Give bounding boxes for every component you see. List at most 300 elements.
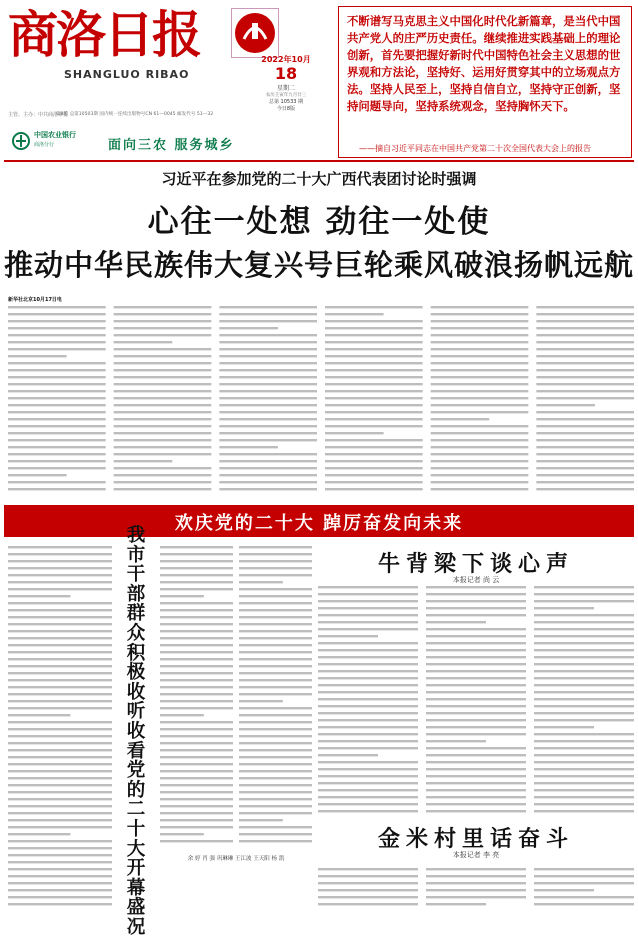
text-line <box>239 833 312 835</box>
text-line <box>239 784 312 786</box>
text-line <box>8 826 112 828</box>
text-line <box>426 740 486 742</box>
text-line <box>8 474 67 476</box>
text-line <box>426 733 526 735</box>
text-line <box>325 327 423 329</box>
text-line <box>160 609 233 611</box>
text-line <box>536 390 634 392</box>
issue-weekday: 星期二 <box>276 85 295 92</box>
text-line <box>536 362 634 364</box>
right-story-bottom <box>318 822 634 868</box>
text-line <box>534 768 634 770</box>
masthead <box>8 6 226 106</box>
text-line <box>534 705 634 707</box>
photo-credit: 余 婷 肖 强 巩琳琳 王江波 王天阳 杨 凯 <box>187 856 285 862</box>
text-line <box>431 404 529 406</box>
text-line <box>114 418 212 420</box>
text-line <box>114 467 212 469</box>
text-line <box>239 686 312 688</box>
text-line <box>8 819 112 821</box>
right-story-top-title: 牛背梁下谈心声 <box>377 552 574 577</box>
text-line <box>318 684 418 686</box>
text-line <box>8 334 106 336</box>
text-line <box>8 467 106 469</box>
text-line <box>160 560 233 562</box>
text-line <box>8 581 112 583</box>
text-line <box>426 712 526 714</box>
text-line <box>426 684 526 686</box>
text-line <box>325 425 423 427</box>
text-line <box>239 574 312 576</box>
text-line <box>8 355 67 357</box>
text-line <box>114 320 212 322</box>
text-line <box>239 644 312 646</box>
text-line <box>8 812 112 814</box>
text-line <box>536 348 634 350</box>
text-line <box>114 355 212 357</box>
text-line <box>160 840 233 842</box>
text-line <box>114 383 212 385</box>
text-line <box>431 467 529 469</box>
text-line <box>114 460 173 462</box>
text-line <box>239 798 312 800</box>
text-line <box>8 320 106 322</box>
text-line <box>431 313 529 315</box>
text-line <box>160 721 233 723</box>
text-line <box>536 355 634 357</box>
text-line <box>239 651 312 653</box>
quote-box <box>338 6 632 158</box>
text-line <box>318 726 418 728</box>
text-line <box>8 861 112 863</box>
text-line <box>160 700 233 702</box>
issue-site: 今日8版 <box>276 106 296 112</box>
text-line <box>426 719 526 721</box>
text-line <box>160 616 233 618</box>
text-line <box>426 768 526 770</box>
text-line <box>318 628 418 630</box>
text-line <box>239 777 312 779</box>
text-line <box>160 770 233 772</box>
text-line <box>239 637 312 639</box>
text-line <box>219 369 317 371</box>
text-line <box>325 397 423 399</box>
text-line <box>534 889 594 891</box>
text-line <box>318 768 418 770</box>
text-line <box>219 383 317 385</box>
text-line <box>8 313 106 315</box>
right-story-top-text <box>318 584 634 824</box>
text-line <box>318 677 418 679</box>
text-line <box>8 411 106 413</box>
text-line <box>534 810 634 812</box>
text-line <box>8 446 106 448</box>
section-banner-text: 欢庆党的二十大 踔厉奋发向未来 <box>174 513 464 534</box>
text-line <box>318 896 418 898</box>
text-line <box>325 390 423 392</box>
bank-logo-icon <box>12 132 30 150</box>
headline-main-2: 推动中华民族伟大复兴号巨轮乘风破浪扬帆远航 <box>3 248 634 282</box>
text-line <box>426 586 526 588</box>
text-line <box>239 693 312 695</box>
text-line <box>219 488 317 490</box>
lead-article-body <box>8 296 634 496</box>
text-line <box>534 698 634 700</box>
text-line <box>219 341 317 343</box>
text-line <box>536 306 634 308</box>
text-line <box>534 670 634 672</box>
text-line <box>431 334 529 336</box>
text-line <box>534 896 634 898</box>
text-line <box>114 327 212 329</box>
text-line <box>325 334 423 336</box>
right-story-bottom-body <box>318 866 634 910</box>
text-line <box>318 614 418 616</box>
text-line <box>534 761 634 763</box>
text-line <box>534 796 634 798</box>
text-line <box>325 404 423 406</box>
issue-year-month: 2022年10月 <box>261 55 311 64</box>
text-line <box>325 369 423 371</box>
text-line <box>160 665 233 667</box>
text-line <box>8 756 112 758</box>
text-line <box>239 756 312 758</box>
text-line <box>239 770 312 772</box>
text-line <box>318 607 418 609</box>
text-line <box>219 425 317 427</box>
text-line <box>219 334 317 336</box>
text-line <box>8 721 112 723</box>
text-line <box>536 327 634 329</box>
text-line <box>325 411 423 413</box>
text-line <box>318 656 418 658</box>
text-line <box>318 754 378 756</box>
text-line <box>534 803 634 805</box>
text-line <box>426 656 526 658</box>
text-line <box>325 418 423 420</box>
text-line <box>114 390 212 392</box>
text-line <box>536 432 634 434</box>
text-line <box>534 789 634 791</box>
text-line <box>160 756 233 758</box>
text-line <box>8 602 112 604</box>
text-line <box>534 684 634 686</box>
text-line <box>536 320 634 322</box>
text-line <box>426 635 526 637</box>
text-line <box>160 707 233 709</box>
text-line <box>114 369 212 371</box>
text-line <box>325 362 423 364</box>
text-line <box>160 749 233 751</box>
text-line <box>114 481 212 483</box>
text-line <box>160 651 233 653</box>
text-line <box>239 714 312 716</box>
text-line <box>534 733 634 735</box>
text-line <box>219 481 317 483</box>
text-line <box>8 341 106 343</box>
text-line <box>426 747 526 749</box>
text-line <box>8 327 106 329</box>
text-line <box>431 355 529 357</box>
text-line <box>219 474 317 476</box>
text-line <box>8 679 112 681</box>
newspaper-logo-icon <box>231 8 279 58</box>
text-line <box>219 432 317 434</box>
text-line <box>318 747 418 749</box>
text-line <box>8 735 112 737</box>
text-line <box>114 397 212 399</box>
text-line <box>536 481 634 483</box>
text-line <box>325 481 423 483</box>
text-line <box>431 341 529 343</box>
text-line <box>239 707 312 709</box>
text-line <box>431 376 529 378</box>
text-line <box>8 488 106 490</box>
text-line <box>114 376 212 378</box>
text-line <box>219 320 317 322</box>
text-line <box>219 306 317 308</box>
text-line <box>219 446 278 448</box>
vertical-headline <box>116 500 156 938</box>
text-line <box>318 586 418 588</box>
text-line <box>431 460 529 462</box>
text-line <box>239 826 312 828</box>
text-line <box>426 677 526 679</box>
text-line <box>325 348 423 350</box>
text-line <box>431 446 529 448</box>
text-line <box>8 560 112 562</box>
text-line <box>426 621 486 623</box>
text-line <box>8 616 112 618</box>
text-line <box>8 686 112 688</box>
text-line <box>8 672 112 674</box>
lead-text-columns <box>8 304 634 494</box>
text-line <box>239 728 312 730</box>
ad-band <box>8 128 330 154</box>
text-line <box>318 889 418 891</box>
text-line <box>325 376 423 378</box>
text-line <box>426 803 526 805</box>
text-line <box>534 635 634 637</box>
text-line <box>8 609 112 611</box>
text-line <box>160 791 233 793</box>
text-line <box>8 784 112 786</box>
text-line <box>160 686 233 688</box>
text-line <box>219 418 317 420</box>
text-line <box>431 481 529 483</box>
text-line <box>325 474 423 476</box>
text-line <box>114 334 212 336</box>
bank-name: 中国农业银行 <box>34 131 76 139</box>
right-story-bottom-byline: 本报记者 李 亮 <box>452 851 500 859</box>
text-line <box>160 833 204 835</box>
text-line <box>536 425 634 427</box>
text-line <box>219 460 317 462</box>
text-line <box>426 593 526 595</box>
text-line <box>426 889 526 891</box>
text-line <box>8 546 112 548</box>
text-line <box>114 362 212 364</box>
text-line <box>8 749 112 751</box>
text-line <box>239 721 312 723</box>
text-line <box>219 355 317 357</box>
text-line <box>534 614 634 616</box>
text-line <box>426 868 526 870</box>
text-line <box>426 796 526 798</box>
text-line <box>426 691 526 693</box>
text-line <box>426 705 526 707</box>
text-line <box>536 404 595 406</box>
text-line <box>325 313 384 315</box>
text-line <box>318 875 418 877</box>
text-line <box>160 567 233 569</box>
text-line <box>431 418 490 420</box>
text-line <box>426 775 526 777</box>
text-line <box>239 812 312 814</box>
text-line <box>536 446 634 448</box>
text-line <box>536 418 634 420</box>
text-line <box>318 740 418 742</box>
right-story-top-byline: 本报记者 尚 云 <box>452 576 500 584</box>
text-line <box>534 747 634 749</box>
text-line <box>219 376 317 378</box>
vertical-headline-text: 我市干部群众积极收听收看党的二十大开幕盛况 <box>126 525 146 938</box>
text-line <box>431 474 529 476</box>
text-line <box>325 460 423 462</box>
text-line <box>239 679 312 681</box>
text-line <box>239 791 312 793</box>
text-line <box>426 875 526 877</box>
text-line <box>431 327 529 329</box>
text-line <box>8 728 112 730</box>
sponsor-line: 主管、主办：中共商洛市委 <box>8 112 69 118</box>
right-story-bottom-title: 金米村里话奋斗 <box>377 827 574 852</box>
text-line <box>318 903 418 905</box>
text-line <box>239 749 312 751</box>
text-line <box>426 698 526 700</box>
text-line <box>536 488 634 490</box>
text-line <box>114 474 212 476</box>
text-line <box>219 404 317 406</box>
text-line <box>160 672 233 674</box>
text-line <box>534 586 634 588</box>
left-story-body <box>8 544 112 908</box>
quote-text: 不断谱写马克思主义中国化时代化新篇章，是当代中国共产党人的庄严历史责任。继续推进实践基础上的理论创新，首先要把握好新时代中国特色社会主义思想的世界观和方法论，坚持好、运用好贯穿其中的立场观点方法。坚持人民至上，坚持自信自立，坚持守正创新，坚持问题导向，坚持系统观念，坚持胸怀天下。 <box>347 14 621 113</box>
text-line <box>239 588 312 590</box>
left-story-text <box>8 544 112 908</box>
text-line <box>160 798 233 800</box>
text-line <box>219 390 317 392</box>
text-line <box>160 630 233 632</box>
text-line <box>239 581 283 583</box>
text-line <box>534 754 634 756</box>
text-line <box>536 369 634 371</box>
text-line <box>160 693 233 695</box>
text-line <box>160 826 233 828</box>
headline-kicker: 习近平在参加党的二十大广西代表团讨论时强调 <box>161 170 477 188</box>
right-story-bottom-text <box>318 866 634 910</box>
section-banner <box>4 505 634 537</box>
text-line <box>325 453 423 455</box>
text-line <box>534 593 634 595</box>
text-line <box>318 642 418 644</box>
text-line <box>8 418 106 420</box>
text-line <box>219 453 317 455</box>
text-line <box>8 553 112 555</box>
text-line <box>536 334 634 336</box>
text-line <box>325 355 423 357</box>
text-line <box>431 348 529 350</box>
text-line <box>325 306 423 308</box>
text-line <box>219 467 317 469</box>
text-line <box>160 784 233 786</box>
text-line <box>426 782 526 784</box>
text-line <box>8 777 112 779</box>
text-line <box>160 742 233 744</box>
text-line <box>325 467 423 469</box>
issue-lunar: 农历壬寅年九月廿三 <box>265 93 307 98</box>
text-line <box>8 362 106 364</box>
text-line <box>160 679 233 681</box>
text-line <box>8 847 112 849</box>
text-line <box>431 383 529 385</box>
text-line <box>536 411 634 413</box>
text-line <box>239 595 312 597</box>
text-line <box>8 700 112 702</box>
text-line <box>318 698 418 700</box>
text-line <box>239 560 312 562</box>
text-line <box>8 833 70 835</box>
newspaper-title: 商洛日报 <box>8 5 200 64</box>
text-line <box>426 614 526 616</box>
text-line <box>318 691 418 693</box>
text-line <box>431 390 529 392</box>
text-line <box>8 348 106 350</box>
bank-branch: 商洛分行 <box>34 142 55 148</box>
text-line <box>431 439 529 441</box>
text-line <box>8 875 112 877</box>
text-line <box>160 595 204 597</box>
publication-info: 第8版 总第10503期 国内统一连续出版物号CN 61—0045 邮发代号 51—32 <box>56 112 214 117</box>
text-line <box>318 719 418 721</box>
top-divider <box>4 160 634 162</box>
text-line <box>219 439 317 441</box>
lead-dateline: 新华社北京10月17日电 <box>8 297 62 303</box>
text-line <box>8 644 112 646</box>
text-line <box>114 425 212 427</box>
text-line <box>8 742 112 744</box>
text-line <box>536 376 634 378</box>
text-line <box>534 712 634 714</box>
text-line <box>536 460 634 462</box>
text-line <box>239 609 312 611</box>
text-line <box>534 607 594 609</box>
text-line <box>8 460 106 462</box>
text-line <box>431 397 529 399</box>
text-line <box>318 868 418 870</box>
newspaper-pinyin: SHANGLUO RIBAO <box>64 68 190 81</box>
text-line <box>160 819 233 821</box>
text-line <box>8 453 106 455</box>
text-line <box>239 658 312 660</box>
text-line <box>219 313 317 315</box>
text-line <box>536 341 634 343</box>
text-line <box>8 390 106 392</box>
text-line <box>8 425 106 427</box>
text-line <box>534 691 634 693</box>
text-line <box>534 642 634 644</box>
text-line <box>219 348 317 350</box>
